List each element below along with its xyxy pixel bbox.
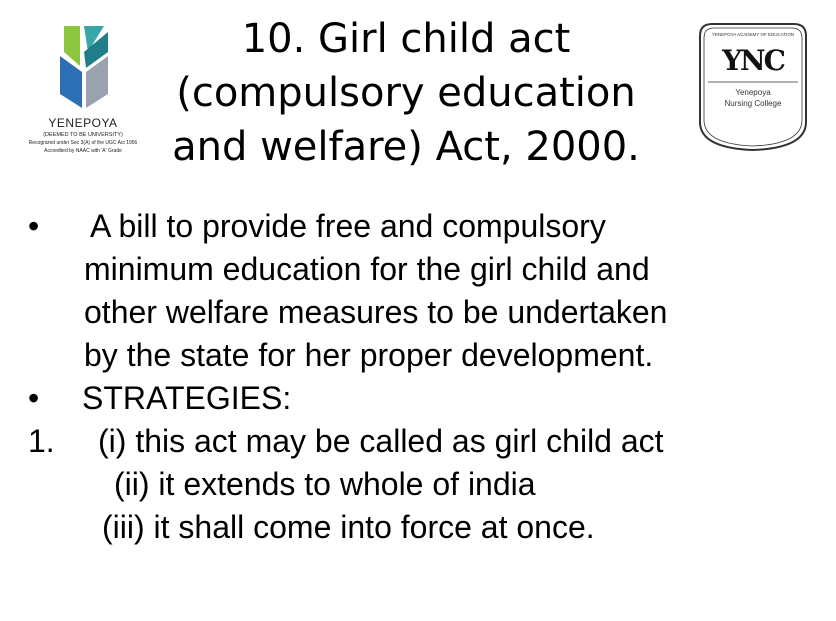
slide-title: [146, 12, 666, 174]
slide-body: [28, 205, 818, 549]
logo-name: YENEPOYA: [48, 116, 118, 130]
numbered-line: (iii) it shall come into force at once.: [102, 509, 595, 545]
bullet-line: minimum education for the girl child and: [84, 251, 650, 287]
emblem-college: Nursing College: [724, 99, 782, 108]
yenepoya-university-logo: [24, 22, 142, 160]
bullet-line: STRATEGIES:: [82, 380, 292, 416]
emblem-monogram: YNC: [722, 44, 784, 77]
bullet-item-strategies: [28, 377, 818, 420]
bullet-marker: •: [28, 380, 40, 416]
title-line-1: 10. Girl child act: [241, 16, 571, 62]
title-line-2: (compulsory education: [176, 70, 636, 116]
bullet-item-bill: [28, 205, 818, 377]
bullet-line: by the state for her proper development.: [84, 337, 654, 373]
nursing-college-emblem-icon: [694, 22, 812, 152]
bullet-marker: •: [28, 208, 40, 244]
numbered-line: (i) this act may be called as girl child act: [98, 423, 664, 459]
bullet-line: other welfare measures to be undertaken: [84, 294, 668, 330]
bullet-line: A bill to provide free and compulsory: [90, 208, 606, 244]
logo-subtitle-1: (DEEMED TO BE UNIVERSITY): [43, 132, 123, 138]
yenepoya-nursing-college-logo: [694, 22, 812, 152]
number-marker: 1.: [28, 423, 55, 459]
numbered-item-1: [28, 420, 818, 549]
logo-subtitle-3: Accredited by NAAC with 'A' Grade: [44, 148, 122, 154]
numbered-line: (ii) it extends to whole of india: [114, 466, 536, 502]
emblem-name: Yenepoya: [735, 88, 771, 97]
logo-subtitle-2: Recognized under Sec 3(A) of the UGC Act 1956: [28, 140, 138, 146]
emblem-top-text: YENEPOYA ACADEMY OF EDUCATION: [711, 32, 795, 37]
title-line-3: and welfare) Act, 2000.: [172, 124, 640, 170]
university-crest-icon: [24, 22, 142, 112]
